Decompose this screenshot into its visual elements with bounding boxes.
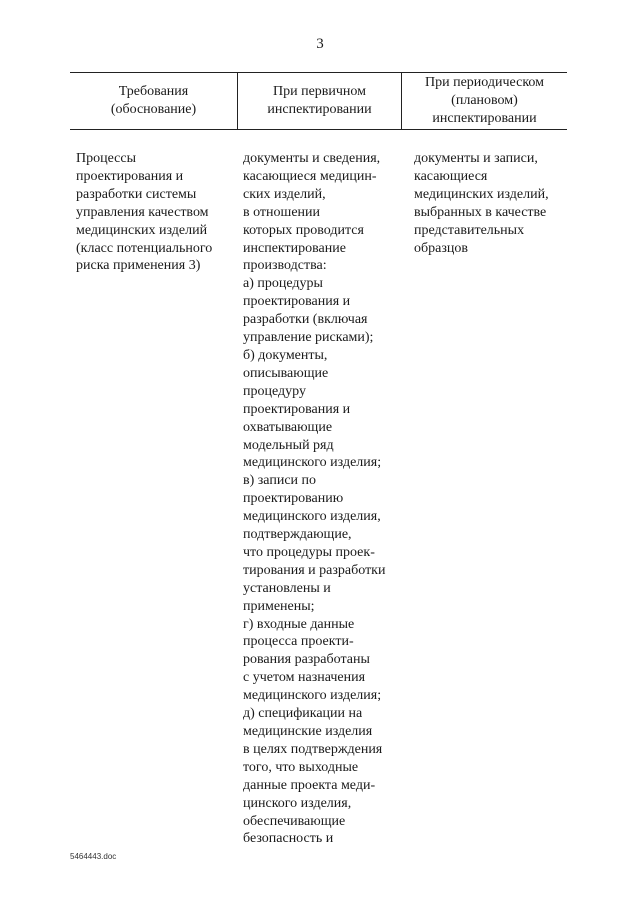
text-line: (класс потенциального [76,240,213,256]
header-text [111,83,196,119]
text-line: описывающие [243,365,329,381]
text-line: Процессы [76,151,136,166]
text-line: цинского изделия, [243,795,352,811]
text-line: документы и сведения, [243,151,381,166]
text-line: медицинские изделия [243,724,373,739]
text-line: При первичном [272,84,367,99]
text-line: медицинского изделия, [243,509,381,525]
text-line: проектирования и [243,401,351,417]
text-line: безопасность и [243,831,334,847]
text-line: в) записи по [243,473,317,489]
text-line: инспектировании [432,111,537,126]
cell-initial-documents [237,150,402,848]
text-line: (обоснование) [110,102,197,117]
cell-periodic-documents [402,150,567,848]
text-line: охватывающие [243,419,333,435]
text-line: модельный ряд [243,437,334,453]
text-line: касающиеся медицин- [243,168,377,184]
text-line: выбранных в качестве [414,204,547,220]
page-number: 3 [316,36,324,52]
text-line: инспектировании [267,102,372,117]
text-line: подтверждающие, [243,527,352,543]
text-line: обеспечивающие [243,813,346,829]
text-line: процесса проекти- [243,634,354,650]
text-line: образцов [414,240,468,256]
cell-requirement [70,150,237,848]
text-line: ских изделий, [243,186,326,202]
text-line: что процедуры проек- [243,544,375,560]
text-line: установлены и [243,580,331,596]
text-line: представительных [414,222,525,238]
text-line: данные проекта меди- [243,777,376,793]
text-line: касающиеся [414,168,488,184]
text-line: в отношении [243,204,321,220]
text-line: управления качеством [76,204,209,220]
header-text [267,83,371,119]
text-line: а) процедуры [243,276,323,292]
text-line: д) спецификации на [243,706,363,722]
text-line: процедуру [243,383,306,399]
header-text [425,74,544,128]
text-line: медицинского изделия; [243,455,382,471]
text-line: тирования и разработки [243,562,386,578]
text-line: того, что выходные [243,759,359,775]
text-line: При периодическом [424,75,544,90]
text-line: проектированию [243,491,344,507]
text-line: медицинского изделия; [243,688,382,704]
header-initial-inspection [237,73,402,129]
text-line: управление рисками); [243,330,374,346]
text-line: рования разработаны [243,652,370,668]
text-line: применены; [243,598,315,614]
table-header-row [70,72,567,130]
text-line: разработки системы [76,186,197,202]
text-line: с учетом назначения [243,670,366,686]
text-line: документы и записи, [414,151,538,166]
text-line: б) документы, [243,347,328,363]
header-periodic-inspection [402,73,567,129]
text-line: которых проводится [243,222,364,238]
requirements-table [70,72,567,848]
text-line: медицинских изделий [76,222,208,238]
header-requirements [70,73,237,129]
text-line: разработки (включая [243,312,368,328]
text-line: производства: [243,258,327,274]
text-line: в целях подтверждения [243,741,383,757]
text-line: проектирования и [243,294,351,310]
text-line: инспектирование [243,240,346,256]
text-line: (плановом) [451,93,518,108]
text-line: г) входные данные [243,616,355,632]
text-line: риска применения 3) [76,258,201,274]
text-line: медицинских изделий, [414,186,549,202]
table-row [70,150,567,848]
text-line: проектирования и [76,168,184,184]
text-line: Требования [118,84,189,99]
footer-filename: 5464443.doc [70,852,117,861]
